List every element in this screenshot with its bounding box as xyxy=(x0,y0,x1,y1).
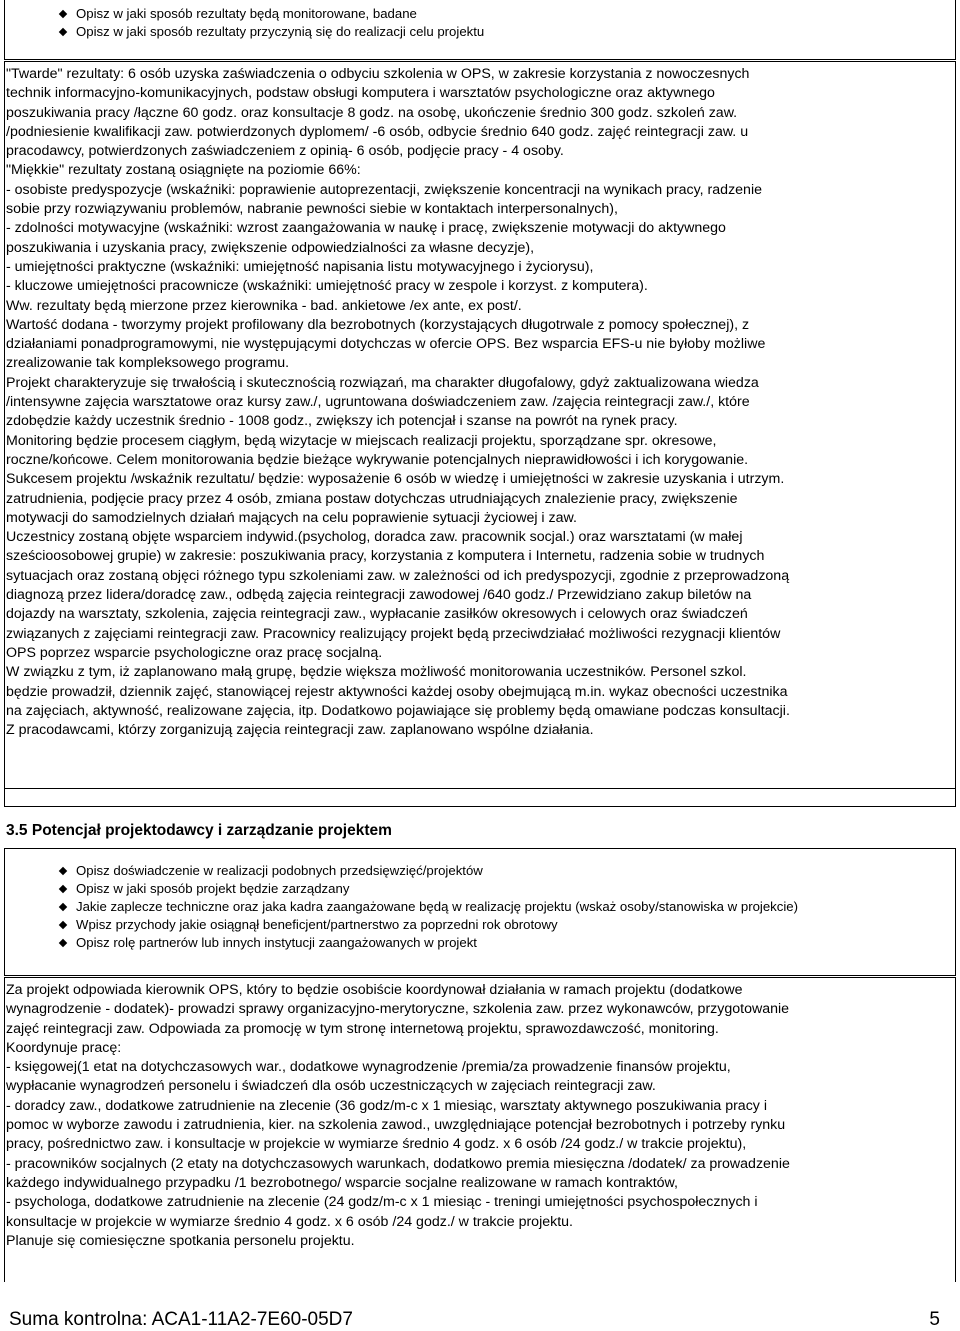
bullet-text: Opisz rolę partnerów lub innych instytucji zaangażowanych w projekt xyxy=(76,935,477,950)
text-line: pracodawcy, potwierdzonych zaświadczeniem z opinią- 6 osób, podjęcie pracy - 4 osoby. xyxy=(6,143,564,160)
text-line: - pracowników socjalnych (2 etaty na dotychczasowych warunkach, dodatkowo premia miesięczna /dodatek/ za prowadzenie xyxy=(6,1155,790,1172)
text-line: pomoc w wyborze zawodu i zatrudnienia, kier. na szkolenia zawod., uwzględniające potencjał bezrobotnych i potrzeby rynku xyxy=(6,1117,786,1134)
bullet-item xyxy=(60,862,798,880)
box-gap-frame xyxy=(4,788,956,807)
text-line: /podniesienie kwalifikacji zaw. potwierdzonych dyplomem/ -6 osób, odbycie średnio 640 godz. zajęć reintegracji zaw. u xyxy=(6,123,749,140)
text-line: zajęć reintegracji zaw. Odpowiada za promocję w tym stronę internetową projektu, sprawozdawczość, monitoring. xyxy=(6,1020,719,1037)
section-title: 3.5 Potencjał projektodawcy i zarządzanie projektem xyxy=(6,822,392,839)
diamond-bullet-icon xyxy=(59,10,67,18)
diamond-bullet-icon xyxy=(59,867,67,875)
text-line: wynagrodzenie - dodatek)- prowadzi sprawy organizacyjno-merytoryczne, szkolenia zaw. przez wykonawców, przygotowanie xyxy=(6,1001,790,1018)
top-bullet-list xyxy=(60,5,484,41)
bullet-text: Opisz doświadczenie w realizacji podobnych przedsięwzięć/projektów xyxy=(76,863,483,878)
text-line: Koordynuje pracę: xyxy=(6,1039,122,1056)
checksum-footer: Suma kontrolna: ACA1-11A2-7E60-05D7 xyxy=(9,1309,353,1330)
text-line: będzie prowadził, dziennik zajęć, stanowiącej rejestr aktywności każdej osoby obejmującą m.in. wykaz obecności uczestnika xyxy=(6,683,788,700)
text-line: W związku z tym, iż zaplanowano małą grupę, będzie większa możliwość monitorowania uczestników. Personel szkol. xyxy=(6,664,747,681)
text-line: sytuacjach oraz zostaną objęci różnego typu szkoleniami zaw. w zależności od ich predyspozycji, zgodnie z przeprowadzoną xyxy=(6,567,790,584)
text-line: OPS poprzez wsparcie psychologiczne oraz pracę socjalną. xyxy=(6,644,383,661)
text-line: "Miękkie" rezultaty zostaną osiągnięte na poziomie 66%: xyxy=(6,162,361,179)
text-line: sobie przy rozwiązywaniu problemów, nabranie pewności siebie w kontaktach interpersonalnych), xyxy=(6,201,618,218)
results-description xyxy=(6,65,954,740)
text-line: na zajęciach, aktywność, realizowane zajęcia, itp. Dodatkowo pojawiające się problemy będą omawiane podczas konsultacji. xyxy=(6,702,790,719)
bullet-item xyxy=(60,5,484,23)
text-line: roczne/końcowe. Celem monitorowania będzie bieżące wykrywanie potencjalnych nieprawidłowości i ich korygowanie. xyxy=(6,451,749,468)
text-line: pracy, pośrednictwo zaw. i konsultacje w projekcie w wymiarze średnio 4 godz. x 6 osób /24 godz./ w trakcie projektu), xyxy=(6,1136,747,1153)
text-line: związanych z zajęciami reintegracji zaw. Pracownicy realizujący projekt będą przeciwdziałać możliwości rezygnacji klientów xyxy=(6,625,781,642)
text-line: działaniami ponadprogramowymi, nie występującymi dotychczas w ofercie OPS. Bez wsparcia EFS-u nie byłoby możliwe xyxy=(6,336,766,353)
text-line: - księgowej(1 etat na dotychczasowych war., dodatkowe wynagrodzenie /premia/za prowadzenie finansów projektu, xyxy=(6,1059,731,1076)
diamond-bullet-icon xyxy=(59,939,67,947)
text-line: diagnozą przez lidera/doradcę zaw., odbędą zajęcia reintegracji zawodowej /640 godz./ Przewidziano zakup biletów na xyxy=(6,587,752,604)
text-line: - zdolności motywacyjne (wskaźniki: wzrost zaangażowania w naukę i pracę, zwiększenie motywacji do aktywnego xyxy=(6,220,726,237)
text-line: Uczestnicy zostaną objęte wsparciem indywid.(psycholog, doradca zaw. pracownik socjal.) oraz warsztatami (w małej xyxy=(6,529,743,546)
text-line: sześcioosobowej grupie) w zakresie: poszukiwania pracy, korzystania z komputera i Internetu, radzenia sobie w trudnych xyxy=(6,548,765,565)
text-line: Z pracodawcami, którzy zorganizują zajęcia reintegracji zaw. zaplanowano wspólne działania. xyxy=(6,722,594,739)
bullet-item xyxy=(60,23,484,41)
diamond-bullet-icon xyxy=(59,28,67,36)
bullet-text: Opisz w jaki sposób projekt będzie zarządzany xyxy=(76,881,350,896)
box-gap-bottom-border xyxy=(4,806,956,807)
diamond-bullet-icon xyxy=(59,885,67,893)
text-line: Sukcesem projektu /wskaźnik rezultatu/ będzie: wyposażenie 6 osób w wiedzę i umiejętności w zakresie uzyskania i utrzym. xyxy=(6,471,785,488)
text-line: Wartość dodana - tworzymy projekt profilowany dla bezrobotnych (korzystających długotrwale z pomocy społecznej), z xyxy=(6,316,750,333)
text-line: Monitoring będzie procesem ciągłym, będą wizytacje w miejscach realizacji projektu, sporządzane spr. okresowe, xyxy=(6,432,717,449)
text-line: dojazdy na warsztaty, szkolenia, zajęcia reintegracji zaw., wypłacanie zasiłków okresowych i celowych oraz świadczeń xyxy=(6,606,748,623)
diamond-bullet-icon xyxy=(59,921,67,929)
bullet-item xyxy=(60,880,798,898)
bullet-text: Opisz w jaki sposób rezultaty będą monitorowane, badane xyxy=(76,6,417,21)
box-top-bottom-border xyxy=(4,59,956,60)
text-line: zdobędzie każdy uczestnik średnio - 1008 godz., zwiększy ich potencjał i szanse na powrót na rynek pracy. xyxy=(6,413,678,430)
bullet-text: Opisz w jaki sposób rezultaty przyczynią się do realizacji celu projektu xyxy=(76,24,485,39)
text-line: Projekt charakteryzuje się trwałością i skutecznością rozwiązań, ma charakter długofalowy, gdyż zaktualizowana wiedza xyxy=(6,374,759,391)
text-line: konsultacje w projekcie w wymiarze średnio 4 godz. x 6 osób /24 godz./ w trakcie projektu. xyxy=(6,1213,573,1230)
diamond-bullet-icon xyxy=(59,903,67,911)
text-line: - osobiste predyspozycje (wskaźniki: poprawienie autoprezentacji, zwiększenie koncentracji na wynikach pracy, radzenie xyxy=(6,181,762,198)
bullet-item xyxy=(60,898,798,916)
text-line: Za projekt odpowiada kierownik OPS, który to będzie osobiście koordynował działania w ramach projektu (dodatkowe xyxy=(6,982,743,998)
text-line: - kluczowe umiejętności pracownicze (wskaźniki: umiejętność pracy w zespole i korzyst. z komputera). xyxy=(6,278,648,295)
management-description xyxy=(6,981,954,1251)
text-line: zatrudnienia, podjęcie pracy przez 4 osób, zmiana postaw dotychczas utrudniających znalezienie pracy, zwiększenie xyxy=(6,490,738,507)
text-line: - doradcy zaw., dodatkowe zatrudnienie na zlecenie (36 godz/m-c x 1 miesiąc, warsztaty aktywnego poszukiwania pracy i xyxy=(6,1097,767,1114)
box-bullets-bottom-border xyxy=(4,975,956,976)
page-number: 5 xyxy=(929,1309,940,1330)
bullet-text: Jakie zaplecze techniczne oraz jaka kadra zaangażowane będą w realizację projektu (wskaż osoby/stanowiska w projekcie) xyxy=(76,899,799,914)
text-line: technik informacyjno-komunikacyjnych, podstaw obsługi komputera i warsztatów psychologiczne oraz aktywnego xyxy=(6,85,715,102)
text-line: "Twarde" rezultaty: 6 osób uzyska zaświadczenia o odbyciu szkolenia w OPS, w zakresie korzystania z nowoczesnych xyxy=(6,66,750,82)
text-line: Ww. rezultaty będą mierzone przez kierownika - bad. ankietowe /ex ante, ex post/. xyxy=(6,297,522,314)
bullet-item xyxy=(60,916,798,934)
section-bullet-list xyxy=(60,862,798,952)
text-line: Planuje się comiesięczne spotkania personelu projektu. xyxy=(6,1232,355,1249)
text-line: każdego indywidualnego przypadku /1 bezrobotnego/ wsparcie socjalne realizowane w ramach kontraktów, xyxy=(6,1174,678,1191)
text-line: motywacji do samodzielnych działań mających na celu poprawienie sytuacji życiowej i zaw. xyxy=(6,509,577,526)
text-line: zrealizowanie tak kompleksowego programu. xyxy=(6,355,290,372)
text-line: wypłacanie wynagrodzeń personelu i świadczeń dla osób uczestniczących w zajęciach reintegracji zaw. xyxy=(6,1078,656,1095)
bullet-item xyxy=(60,934,798,952)
bullet-text: Wpisz przychody jakie osiągnął beneficjent/partnerstwo za poprzedni rok obrotowy xyxy=(76,917,558,932)
text-line: - umiejętności praktyczne (wskaźniki: umiejętność napisania listu motywacyjnego i życiorysu), xyxy=(6,258,594,275)
text-line: - psychologa, dodatkowe zatrudnienie na zlecenie (24 godz/m-c x 1 miesiąc - treningi umiejętności psychospołecznych i xyxy=(6,1194,758,1211)
text-line: /intensywne zajęcia warsztatowe oraz kursy zaw./, ugruntowana doświadczeniem zaw. /zajęcia reintegracji zaw./, które xyxy=(6,394,750,411)
text-line: poszukiwania i uzyskania pracy, zwiększenie odpowiedzialności za własne decyzje), xyxy=(6,239,535,256)
text-line: poszukiwania pracy /łączne 60 godz. oraz konsultacje 8 godz. na osobę, ukończenie średnio 300 godz. szkoleń zaw. xyxy=(6,104,738,121)
